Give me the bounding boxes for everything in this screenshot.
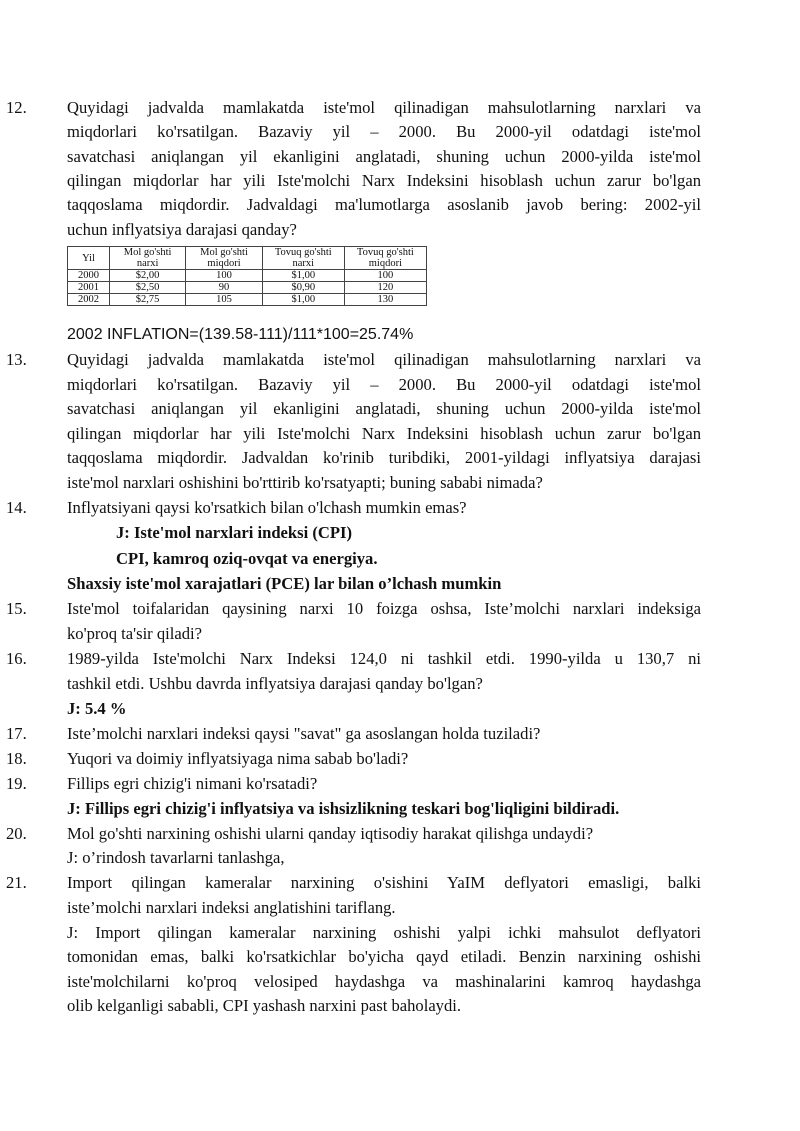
table-cell: $2,75 — [109, 294, 185, 306]
question-text-line: Quyidagi jadvalda mamlakatda iste'mol qilinadigan mahsulotlarning narxlari va — [67, 350, 701, 369]
question-text-line: miqdorlari ko'rsatilgan. Bazaviy yil – 2000. Bu 2000-yil odatdagi iste'mol — [67, 122, 701, 141]
question-text-line: savatchasi aniqlangan yil ekanligini anglatadi, shuning uchun 2000-yilda iste'mol — [67, 399, 701, 418]
question-text-line: qilingan miqdorlar har yili Iste'molchi Narx Indeksini hisoblash uchun zarur bo'lgan — [67, 171, 701, 190]
question-text-line: Fillips egri chizig'i nimani ko'rsatadi? — [67, 774, 318, 793]
answer-line: J: 5.4 % — [67, 699, 127, 718]
table-cell: 2000 — [68, 270, 110, 282]
question-text-line: Iste'mol toifalaridan qaysining narxi 10 foizga oshsa, Iste’molchi narxlari indeksiga — [67, 599, 701, 618]
table-row — [68, 294, 427, 306]
table-cell: 2001 — [68, 282, 110, 294]
table-header-cell — [68, 247, 110, 270]
price-quantity-table — [67, 246, 427, 306]
table-header-cell — [186, 247, 263, 270]
question-text-line: iste'mol narxlari oshishini bo'rttirib ko'rsatyapti; buning sababi nimada? — [67, 473, 543, 492]
question-text-line: qilingan miqdorlar har yili Iste'molchi Narx Indeksini hisoblash uchun zarur bo'lgan — [67, 424, 701, 443]
header-line: miqdori — [368, 258, 402, 269]
question-number: 12. — [6, 98, 27, 117]
table-header-row — [68, 247, 427, 270]
table-cell: $0,90 — [262, 282, 344, 294]
header-line: Tovuq go'shti — [356, 247, 414, 258]
header-line: Yil — [82, 252, 95, 264]
table-cell: $2,00 — [109, 270, 185, 282]
answer-line: CPI, kamroq oziq-ovqat va energiya. — [116, 549, 378, 568]
table-header-cell — [109, 247, 185, 270]
question-number: 14. — [6, 498, 27, 517]
question-text-line: Mol go'shti narxining oshishi ularni qanday iqtisodiy harakat qilishga undaydi? — [67, 824, 594, 843]
table-row — [68, 282, 427, 294]
answer-line: J: Iste'mol narxlari indeksi (CPI) — [116, 523, 352, 542]
question-number: 20. — [6, 824, 27, 843]
question-text-line: iste’molchi narxlari indeksi anglatishini tariflang. — [67, 898, 396, 917]
table-cell: 130 — [344, 294, 426, 306]
header-line: narxi — [292, 258, 315, 269]
question-text-line: miqdorlari ko'rsatilgan. Bazaviy yil – 2000. Bu 2000-yil odatdagi iste'mol — [67, 375, 701, 394]
table-cell: $2,50 — [109, 282, 185, 294]
answer-line: J: Fillips egri chizig'i inflyatsiya va ishsizlikning teskari bog'liqligini bildiradi. — [67, 799, 620, 818]
answer-line: olib kelganligi sababli, CPI yashash narxini past baholaydi. — [67, 996, 462, 1015]
question-text-line: taqqoslama miqdordir. Jadvaldan ko'rinib turibdiki, 2001-yildagi inflyatsiya darajasi — [67, 448, 701, 467]
header-line: miqdori — [207, 258, 241, 269]
question-text-line: Iste’molchi narxlari indeksi qaysi "savat" ga asoslangan holda tuziladi? — [67, 724, 541, 743]
answer-line: J: o’rindosh tavarlarni tanlashga, — [67, 848, 285, 867]
question-text-line: Inflyatsiyani qaysi ko'rsatkich bilan o'lchash mumkin emas? — [67, 498, 467, 517]
table-cell: 2002 — [68, 294, 110, 306]
question-number: 19. — [6, 774, 27, 793]
question-number: 13. — [6, 350, 27, 369]
answer-line: J: Import qilingan kameralar narxining oshishi yalpi ichki mahsulot deflyatori — [67, 923, 701, 942]
answer-line: tomonidan emas, balki ko'rsatkichlar bo'yicha qayd etiladi. Benzin narxining oshishi — [67, 947, 701, 966]
header-line: Mol go'shti — [200, 247, 248, 258]
table-cell: 90 — [186, 282, 263, 294]
header-line: Mol go'shti — [123, 247, 172, 258]
answer-line: 2002 INFLATION=(139.58-111)/111*100=25.74% — [67, 326, 414, 343]
question-number: 17. — [6, 724, 27, 743]
table-cell: $1,00 — [262, 270, 344, 282]
question-text-line: Import qilingan kameralar narxining o'sishini YaIM deflyatori emasligi, balki — [67, 873, 701, 892]
question-text-line: tashkil etdi. Ushbu davrda inflyatsiya darajasi qanday bo'lgan? — [67, 674, 483, 693]
table-cell: $1,00 — [262, 294, 344, 306]
question-text-line: taqqoslama miqdordir. Jadvaldagi ma'lumotlarga asoslanib javob bering: 2002-yil — [67, 195, 701, 214]
question-text-line: ko'proq ta'sir qiladi? — [67, 624, 203, 643]
header-line: narxi — [136, 258, 159, 269]
question-text-line: Yuqori va doimiy inflyatsiyaga nima sabab bo'ladi? — [67, 749, 409, 768]
question-number: 21. — [6, 873, 27, 892]
table-cell: 100 — [186, 270, 263, 282]
answer-line: iste'molchilarni ko'proq velosiped haydashga va mashinalarini kamroq haydashga — [67, 972, 701, 991]
question-text-line: uchun inflyatsiya darajasi qanday? — [67, 220, 297, 239]
table-cell: 100 — [344, 270, 426, 282]
table-header-cell — [344, 247, 426, 270]
question-text-line: 1989-yilda Iste'molchi Narx Indeksi 124,0 ni tashkil etdi. 1990-yilda u 130,7 ni — [67, 649, 701, 668]
header-line: Tovuq go'shti — [274, 247, 332, 258]
question-number: 18. — [6, 749, 27, 768]
table-row — [68, 270, 427, 282]
table-cell: 105 — [186, 294, 263, 306]
question-text-line: savatchasi aniqlangan yil ekanligini anglatadi, shuning uchun 2000-yilda iste'mol — [67, 147, 701, 166]
answer-line: Shaxsiy iste'mol xarajatlari (PCE) lar bilan o’lchash mumkin — [67, 574, 502, 593]
question-number: 16. — [6, 649, 27, 668]
question-text-line: Quyidagi jadvalda mamlakatda iste'mol qilinadigan mahsulotlarning narxlari va — [67, 98, 701, 117]
table-cell: 120 — [344, 282, 426, 294]
question-number: 15. — [6, 599, 27, 618]
table-header-cell — [262, 247, 344, 270]
